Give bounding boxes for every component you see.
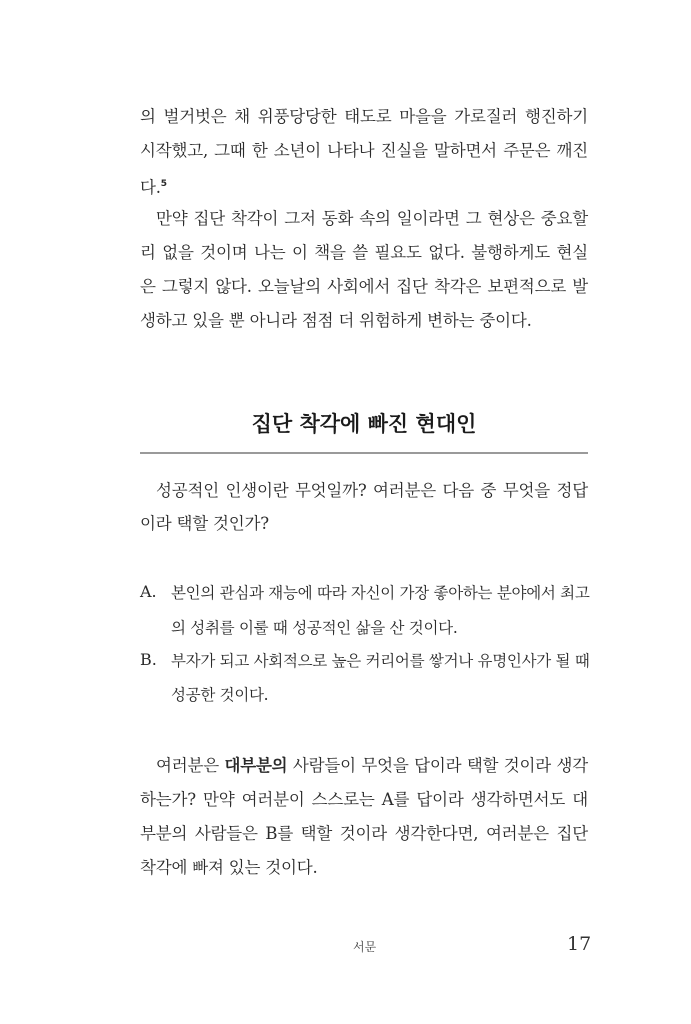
text-line: 시작했고, 그때 한 소년이 나타나 진실을 말하면서 주문은 깨진	[140, 141, 588, 160]
page-number: 17	[567, 933, 592, 955]
text-fragment: 다.	[140, 178, 161, 197]
section-divider	[140, 452, 588, 454]
text-line	[140, 173, 588, 199]
section-heading: 집단 착각에 빠진 현대인	[251, 412, 477, 436]
text-line	[140, 755, 588, 777]
text-line: 은 그렇지 않다. 오늘날의 사회에서 집단 착각은 보편적으로 발	[140, 277, 588, 296]
footnote-marker[interactable]: 5	[160, 179, 167, 189]
text-line: 하는가? 만약 여러분이 스스로는 A를 답이라 생각하면서도 대	[140, 790, 588, 809]
option-text-line: 부자가 되고 사회적으로 높은 커리어를 쌓거나 유명인사가 될 때	[171, 652, 590, 670]
text-line: 성공적인 인생이란 무엇일까? 여러분은 다음 중 무엇을 정답	[156, 481, 588, 500]
text-line: 리 없을 것이며 나는 이 책을 쓸 필요도 없다. 불행하게도 현실	[140, 243, 588, 262]
option-marker: A.	[140, 582, 157, 601]
option-text-line: 성공한 것이다.	[171, 686, 269, 704]
option-marker: B.	[140, 650, 157, 669]
option-text-line: 의 성취를 이룰 때 성공적인 삶을 산 것이다.	[171, 619, 458, 637]
text-line: 착각에 빠져 있는 것이다.	[140, 858, 318, 877]
text-fragment: 여러분은	[156, 756, 225, 775]
text-line: 이라 택할 것인가?	[140, 514, 269, 533]
running-footer-title: 서문	[353, 940, 377, 954]
text-line: 부분의 사람들은 B를 택할 것이라 생각한다면, 여러분은 집단	[140, 824, 588, 843]
text-line: 만약 집단 착각이 그저 동화 속의 일이라면 그 현상은 중요할	[156, 209, 588, 228]
option-text-line: 본인의 관심과 재능에 따라 자신이 가장 좋아하는 분야에서 최고	[171, 584, 590, 602]
text-fragment: 사람들이 무엇을 답이라 택할 것이라 생각	[287, 756, 588, 775]
text-line: 의 벌거벗은 채 위풍당당한 태도로 마을을 가로질러 행진하기	[140, 107, 588, 126]
emphasis-text: 대부분의	[224, 756, 288, 775]
text-line: 생하고 있을 뿐 아니라 점점 더 위험하게 변하는 중이다.	[140, 311, 532, 330]
